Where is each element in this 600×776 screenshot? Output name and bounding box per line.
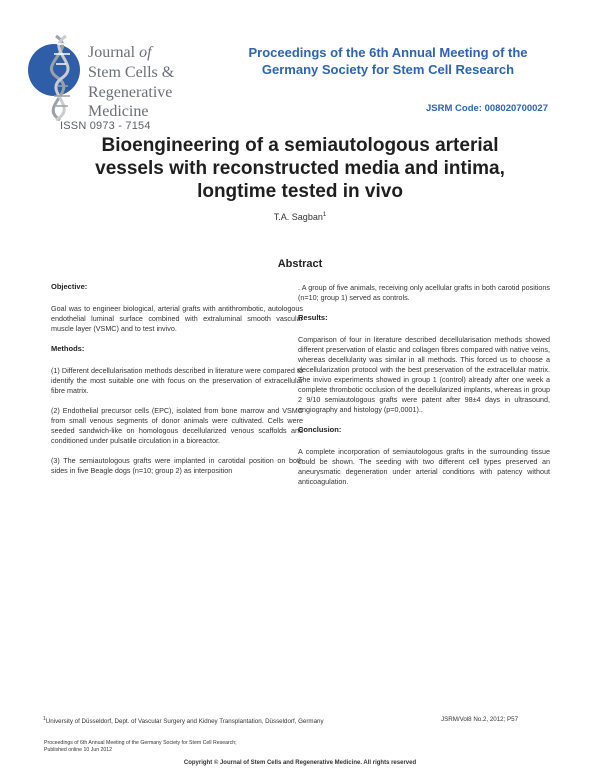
proceedings-line-2: Germany Society for Stem Cell Research bbox=[261, 62, 515, 77]
methods-text-3: (3) The semiautologous grafts were implanted in carotidal position on both sides in five Beagle dogs (n=10; group 2) as interposition bbox=[51, 456, 303, 475]
right-column bbox=[298, 283, 550, 497]
logo-issn: ISSN 0973 - 7154 bbox=[60, 120, 151, 132]
author-name: T.A. Sagban bbox=[273, 212, 323, 222]
objective-heading: Objective: bbox=[51, 282, 88, 291]
conclusion-text: A complete incorporation of semiautologous grafts in the surrounding tissue could be shown. The seeding with two different cell types preserved an aneurysmatic degeneration under arterial conditions with patency without anticoagulation. bbox=[298, 447, 550, 486]
methods-text-1: (1) Different decellularisation methods described in literature were compared to identify the most suitable one with focus on the preservation of extracellular fibre matrix. bbox=[51, 366, 303, 395]
author bbox=[0, 212, 600, 222]
journal-logo bbox=[26, 30, 196, 135]
proceedings-header bbox=[228, 44, 548, 78]
publication-line-1: Proceedings of 6th Annual Meeting of the Germany Society for Stem Cell Research; bbox=[44, 740, 237, 746]
left-column bbox=[51, 282, 303, 486]
affiliation-text: University of Düsseldorf, Dept. of Vascular Surgery and Kidney Transplantation, Düsseldorf, Germany bbox=[45, 718, 324, 726]
abstract-heading: Abstract bbox=[277, 258, 323, 270]
citation: JSRM/Vol8 No.2, 2012; P57 bbox=[441, 716, 519, 723]
jsrm-code: JSRM Code: 008020700027 bbox=[426, 103, 548, 114]
results-text: Comparison of four in literature described decellularisation methods showed different preservation of elastic and collagen fibres compared with native veins, whereas decellularity was similar in all methods. This forced us to choose a decellularization protocol with the best preservation of the extracellular matrix. The invivo experiments showed in group 1 (control) already after one week a complete thrombotic occlusion of the decellularized implants, whereas in group 2 9/10 semiautologous grafts were patent after 98±4 days in ultrasound, angiography and histology (p=0,0001).. bbox=[298, 335, 550, 414]
objective-text: Goal was to engineer biological, arterial grafts with antithrombotic, autologous endothelial luminal surface combined with extraluminal smooth vascular muscle layer (VSMC) and to test invivo. bbox=[51, 304, 303, 333]
logo-line-2: Stem Cells & bbox=[88, 64, 175, 81]
methods-text-2: (2) Endothelial precursor cells (EPC), isolated from bone marrow and VSMC from small venous segments of donor animals were cultivated. Cells were seeded sandwich-like on homologous decellularized venous scaffolds and conditioned under pulsatile circulation in a bioreactor. bbox=[51, 406, 303, 445]
logo-line-4: Medicine bbox=[88, 103, 149, 120]
methods-continuation: . A group of five animals, receiving only acellular grafts in both carotid positions (n=10; group 1) served as controls. bbox=[298, 283, 550, 302]
conclusion-heading: Conclusion: bbox=[298, 425, 342, 434]
logo-line-1: Journal of bbox=[88, 44, 152, 61]
copyright: Copyright © Journal of Stem Cells and Regenerative Medicine. All rights reserved bbox=[183, 760, 417, 766]
affiliation-sup: 1 bbox=[43, 716, 46, 722]
methods-heading: Methods: bbox=[51, 344, 85, 353]
affiliation-footnote bbox=[43, 716, 324, 725]
title-line-1: Bioengineering of a semiautologous arterial bbox=[101, 135, 499, 156]
author-sup: 1 bbox=[322, 212, 327, 218]
title-line-3: longtime tested in vivo bbox=[197, 181, 403, 202]
article-title bbox=[40, 134, 560, 203]
publication-info bbox=[44, 740, 237, 754]
title-line-2: vessels with reconstructed media and intima, bbox=[95, 158, 505, 179]
results-heading: Results: bbox=[298, 313, 328, 322]
publication-line-2: Published online 10 Jun 2012 bbox=[44, 747, 113, 753]
logo-line-3: Regenerative bbox=[88, 84, 173, 101]
proceedings-line-1: Proceedings of the 6th Annual Meeting of the bbox=[248, 45, 528, 60]
